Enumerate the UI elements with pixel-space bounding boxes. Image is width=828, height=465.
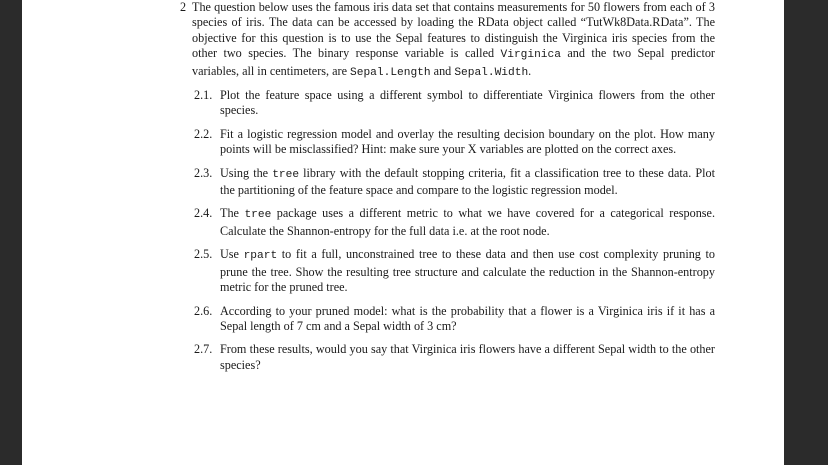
sub-question-2-1 — [182, 88, 715, 119]
sub-question-text — [220, 247, 715, 294]
text-segment: Using the — [220, 165, 273, 180]
variable-virginica: Virginica — [500, 49, 561, 62]
sub-question-2-3 — [182, 166, 715, 199]
variable-sepal-width: Sepal.Width — [454, 66, 529, 79]
sub-question-number: 2.5. — [194, 247, 213, 262]
sub-question-2-2 — [182, 127, 715, 158]
text-segment: library with the default stopping criteria, fit a classification tree to these data. Plot the partitioning of the feature space and compare to the logistic regression model. — [220, 165, 715, 198]
text-segment: package uses a different metric to what we have covered for a categorical response. Calculate the Shannon-entropy for the full data i.e. at the root node. — [220, 206, 715, 238]
sub-question-number: 2.4. — [194, 206, 213, 221]
sub-question-number: 2.2. — [194, 126, 213, 141]
sub-question-number: 2.7. — [194, 342, 213, 357]
sub-question-text: According to your pruned model: what is the probability that a flower is a Virginica iris if it has a Sepal length of 7 cm and a Sepal width of 3 cm? — [220, 303, 715, 333]
question-intro-text — [192, 0, 715, 78]
intro-text-segment: and the two Sepal predictor variables, all in centimeters, are — [192, 46, 715, 78]
sub-question-text: Fit a logistic regression model and overlay the resulting decision boundary on the plot. How many points will be misclassified? Hint: make sure your X variables are plotted on the correct axes. — [220, 126, 715, 157]
sub-question-number: 2.1. — [194, 88, 213, 103]
intro-text-segment: and — [430, 63, 455, 78]
question-number: 2 — [180, 0, 187, 14]
sub-question-text: From these results, would you say that Virginica iris flowers have a different Sepal width to the other species? — [220, 342, 715, 372]
question-intro — [182, 0, 715, 81]
sub-question-number: 2.6. — [194, 303, 213, 318]
sub-question-text: Plot the feature space using a different symbol to differentiate Virginica flowers from the other species. — [220, 88, 715, 118]
text-segment: Use — [220, 247, 244, 262]
intro-text-segment: . — [528, 63, 532, 78]
intro-text-segment: The question below uses the famous iris data set that contains measurements for 50 flowers from each of 3 species of iris. The data can be accessed by loading the RData object called “TutWk8Data.RData”. The objective for this question is to use the Sepal features to distinguish the Virginica iris species from the other two species. The binary response variable is called — [192, 0, 715, 61]
sub-question-2-4 — [182, 206, 715, 239]
sub-question-text — [220, 166, 715, 197]
text-segment: The — [220, 206, 245, 221]
code-tree: tree — [244, 209, 272, 222]
sub-question-text — [220, 206, 715, 237]
sub-question-2-5 — [182, 247, 715, 295]
document-page — [22, 0, 784, 465]
code-tree: tree — [272, 168, 300, 181]
text-segment: to fit a full, unconstrained tree to these data and then use cost complexity pruning to prune the tree. Show the resulting tree structure and calculate the reduction in the Shannon-entropy metric for the pruned tree. — [220, 247, 715, 295]
sub-question-2-7 — [182, 342, 715, 373]
code-rpart: rpart — [243, 250, 278, 263]
question-body — [182, 0, 715, 373]
sub-question-number: 2.3. — [194, 165, 213, 180]
sub-question-2-6 — [182, 304, 715, 335]
variable-sepal-length: Sepal.Length — [350, 66, 431, 79]
